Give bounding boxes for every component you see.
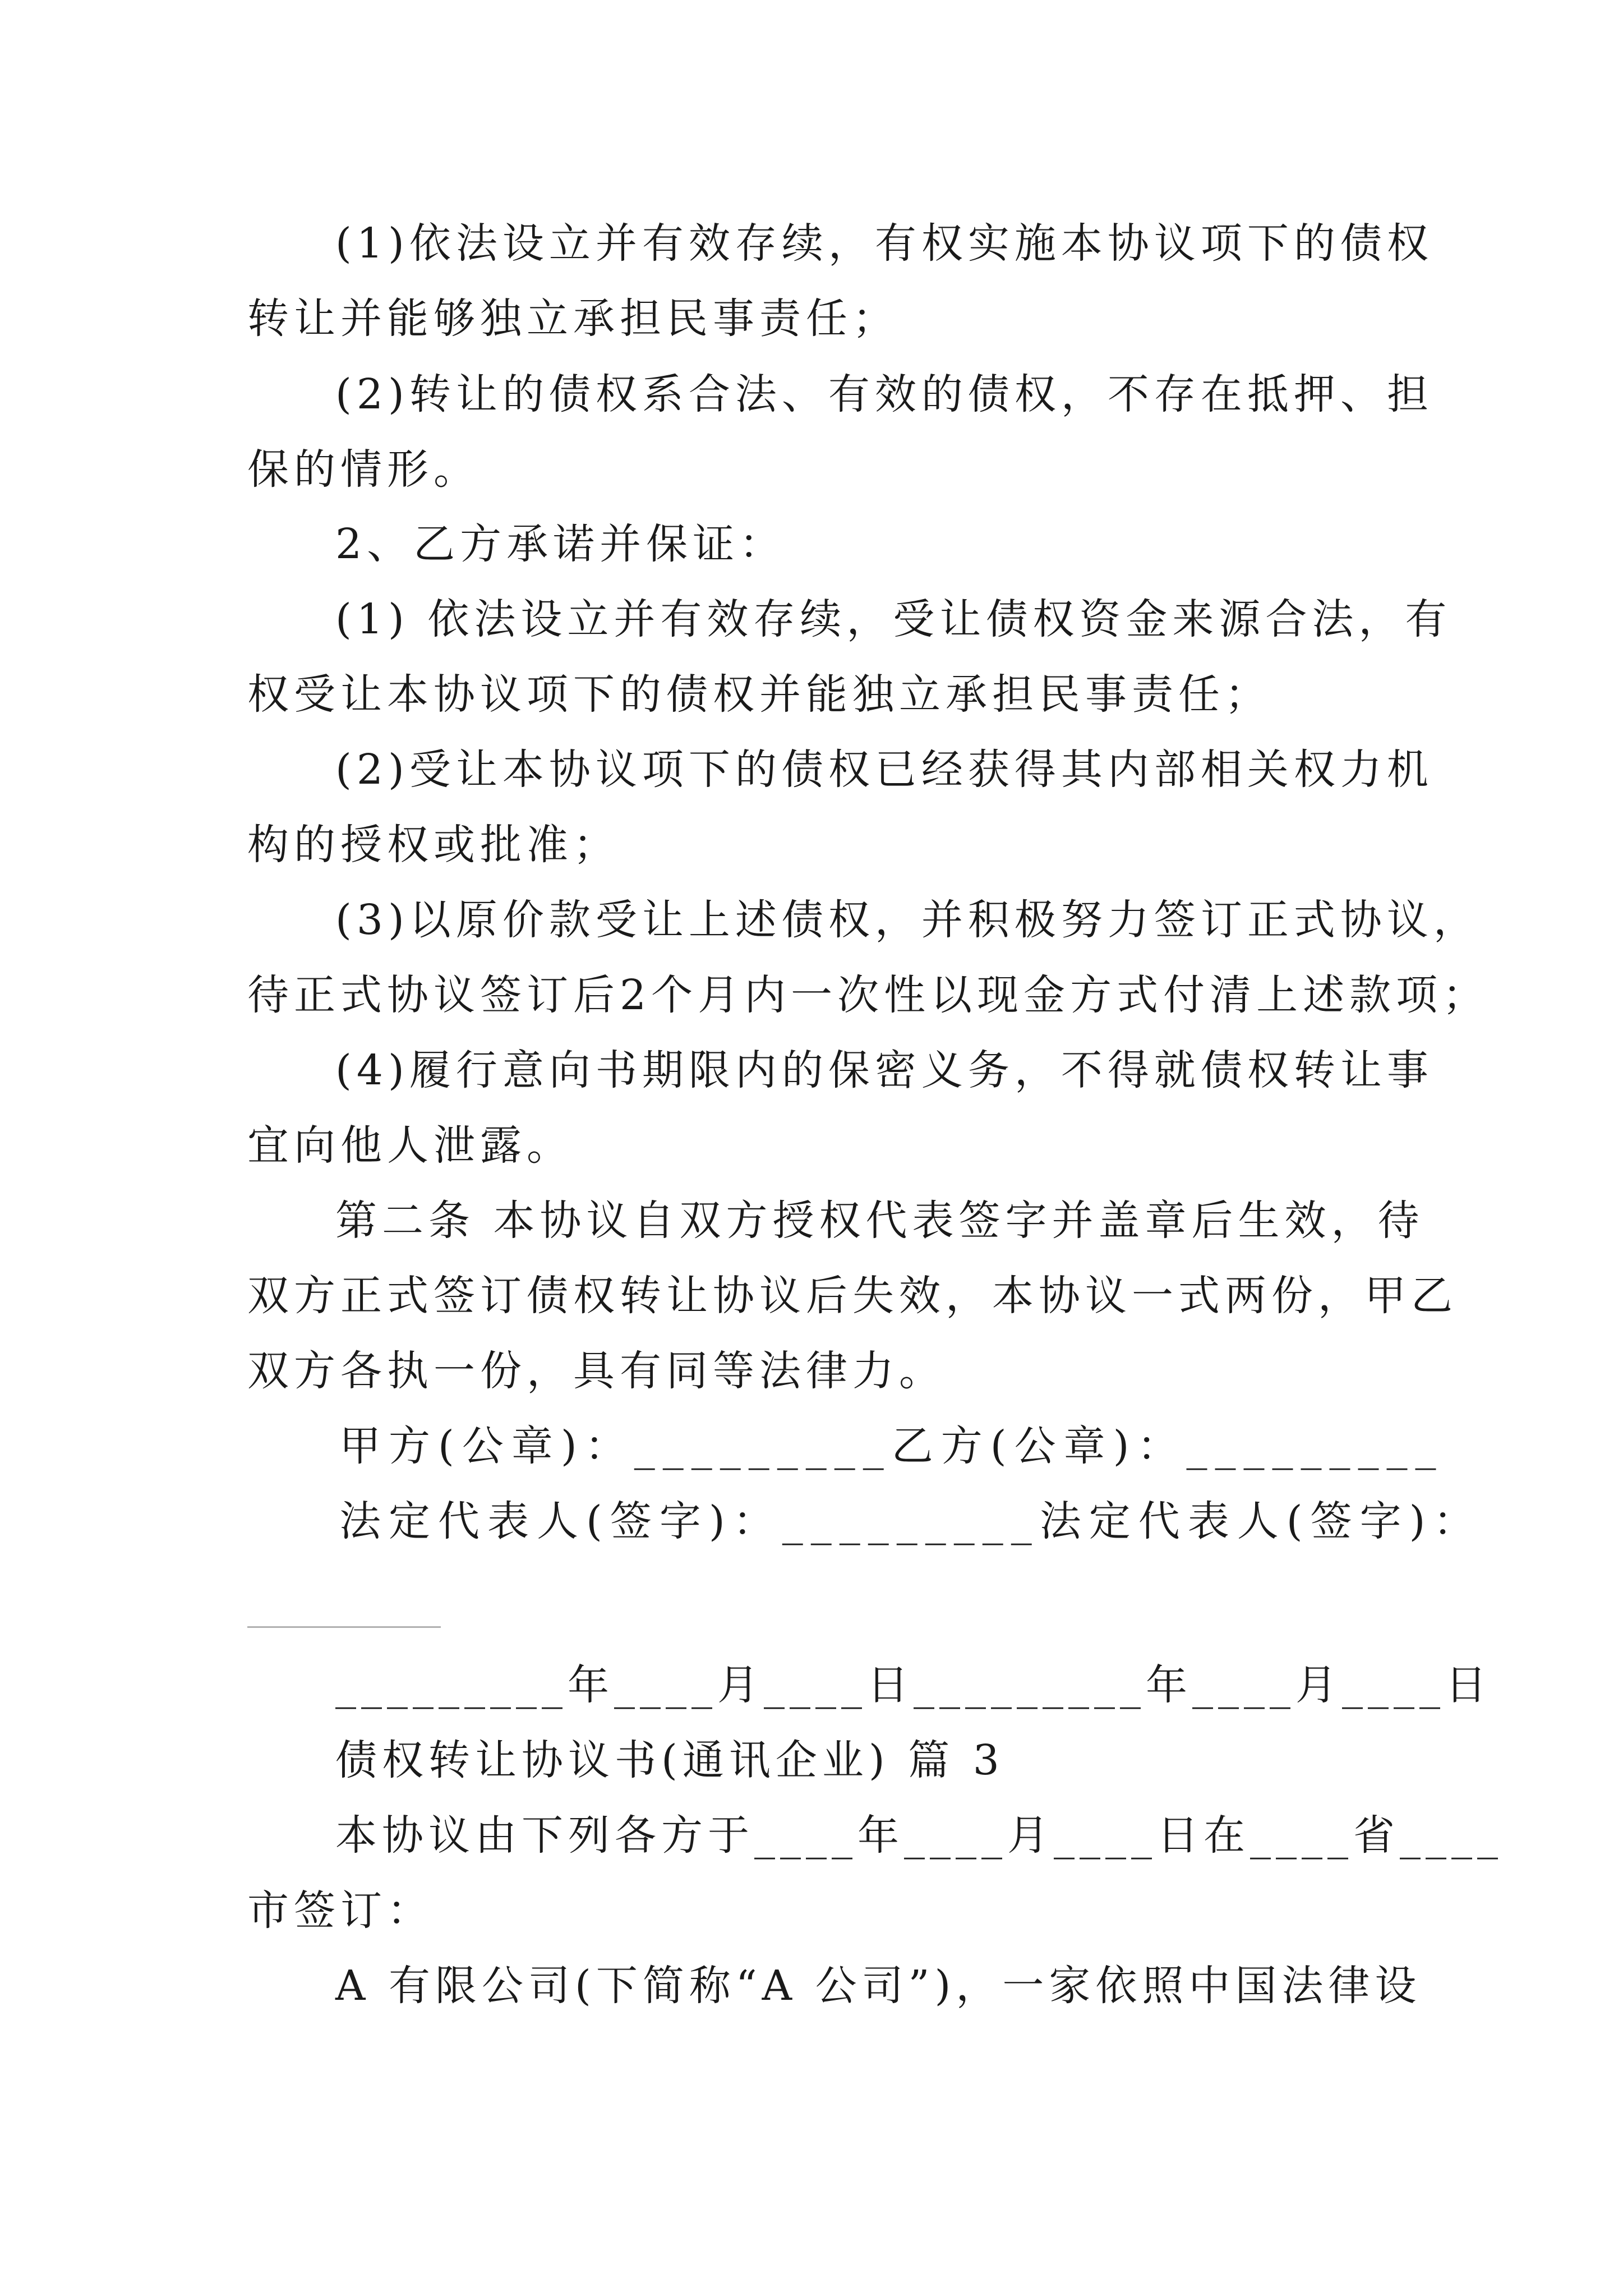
signature-blank-rule bbox=[247, 1626, 441, 1628]
agreement-intro-line: 本协议由下列各方于____年____月____日在____省____ bbox=[335, 1811, 1503, 1860]
section-heading: 2、乙方承诺并保证： bbox=[335, 520, 786, 568]
signature-date-line: _________年____月____日_________年____月____日 bbox=[335, 1661, 1492, 1709]
section-title: 债权转让协议书(通讯企业) 篇 3 bbox=[335, 1736, 1004, 1784]
signature-seal-line: 甲方(公章)：_________乙方(公章)：_________ bbox=[339, 1422, 1444, 1470]
clause-item-line: 权受让本协议项下的债权并能独立承担民事责任； bbox=[247, 670, 1271, 719]
clause-item-line: 宜向他人泄露。 bbox=[247, 1121, 573, 1170]
clause-item-line: (1) 依法设立并有效存续，受让债权资金来源合法，有 bbox=[335, 595, 1452, 643]
clause-item-line: (4)履行意向书期限内的保密义务，不得就债权转让事 bbox=[335, 1046, 1433, 1094]
article-two-line: 双方各执一份，具有同等法律力。 bbox=[247, 1347, 946, 1395]
clause-item-line: (2)转让的债权系合法、有效的债权，不存在抵押、担 bbox=[335, 370, 1433, 418]
clause-item-line: 构的授权或批准； bbox=[247, 821, 620, 869]
clause-item-line: (2)受让本协议项下的债权已经获得其内部相关权力机 bbox=[335, 746, 1433, 794]
clause-item-line: 待正式协议签订后2个月内一次性以现金方式付清上述款项； bbox=[247, 971, 1490, 1019]
clause-item-line: (1)依法设立并有效存续，有权实施本协议项下的债权 bbox=[335, 219, 1433, 268]
article-two-line: 第二条 本协议自双方授权代表签字并盖章后生效，待 bbox=[335, 1197, 1424, 1245]
article-two-line: 双方正式签订债权转让协议后失效，本协议一式两份，甲乙 bbox=[247, 1272, 1458, 1320]
signature-representative-line: 法定代表人(签字)：_________法定代表人(签字)： bbox=[339, 1497, 1483, 1545]
clause-item-line: 保的情形。 bbox=[247, 445, 480, 494]
clause-item-line: (3)以原价款受让上述债权，并积极努力签订正式协议， bbox=[335, 896, 1480, 944]
party-description-line: A 有限公司(下简称“A 公司”)，一家依照中国法律设 bbox=[335, 1962, 1422, 2010]
agreement-intro-line: 市签订： bbox=[247, 1887, 434, 1935]
clause-item-line: 转让并能够独立承担民事责任； bbox=[247, 295, 899, 343]
